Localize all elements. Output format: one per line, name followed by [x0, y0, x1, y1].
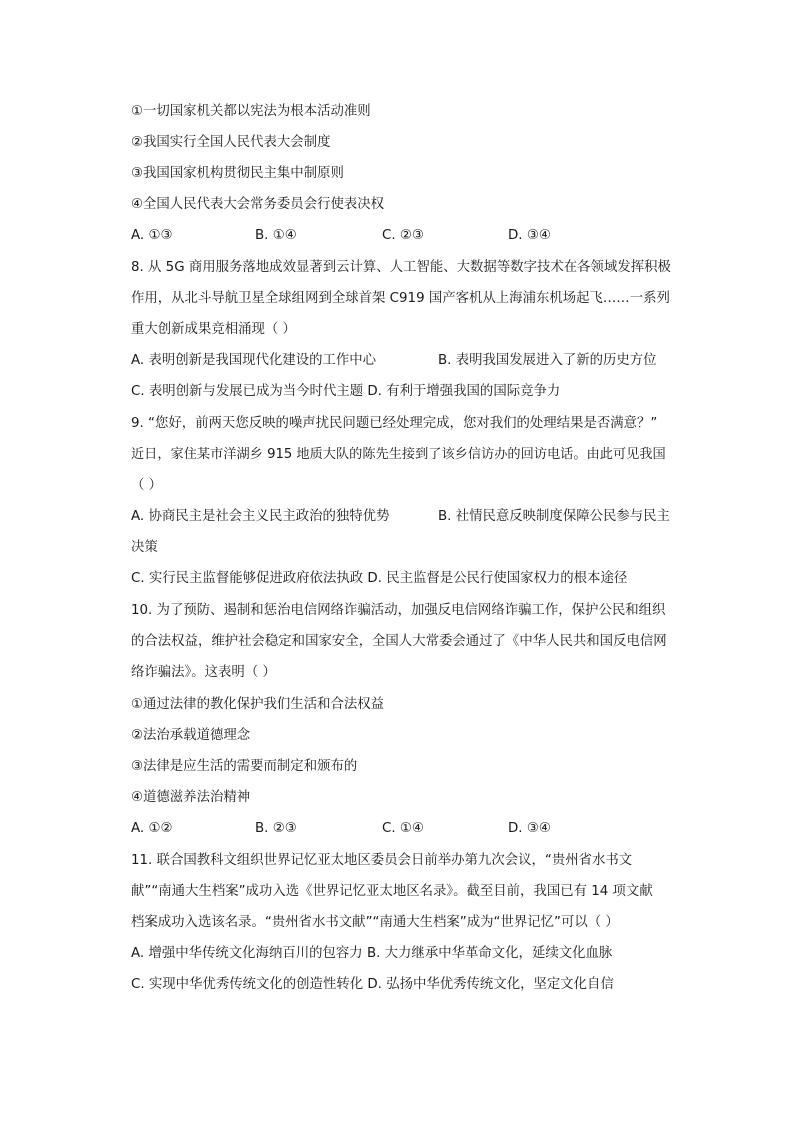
q8-stem-line-3: 重大创新成果竞相涌现（ ） [131, 322, 296, 337]
q10-option-a: A. ①② [131, 821, 173, 836]
q7-statement-3: ③我国国家机构贯彻民主集中制原则 [131, 166, 344, 181]
q8-option-a: A. 表明创新是我国现代化建设的工作中心 [131, 353, 377, 368]
q9-option-b: B. 社情民意反映制度保障公民参与民主 [438, 509, 670, 524]
q9-stem-line-3: （ ） [131, 478, 163, 493]
q7-options [131, 226, 691, 246]
q8-stem-line-2: 作用，从北斗导航卫星全球组网到全球首架 C919 国产客机从上海浦东机场起飞……一系列 [131, 291, 670, 306]
q11-options-cd: C. 实现中华优秀传统文化的创造性转化 D. 弘扬中华优秀传统文化，坚定文化自信 [131, 977, 614, 992]
q7-option-c: C. ②③ [382, 228, 424, 243]
q11-stem-line-2: 献”“南通大生档案”成功入选《世界记忆亚太地区名录》。截至目前，我国已有 14 项文献 [131, 884, 653, 899]
q10-option-c: C. ①④ [382, 821, 424, 836]
q9-options-ab [131, 507, 691, 527]
q9-stem-line-1: 9. “您好，前两天您反映的噪声扰民问题已经处理完成，您对我们的处理结果是否满意？” [131, 416, 658, 431]
q7-statement-1: ①一切国家机关都以宪法为根本活动准则 [131, 104, 371, 119]
q11-stem-line-3: 档案成功入选该名录。“贵州省水书文献”“南通大生档案”成为“世界记忆”可以（ ） [131, 915, 619, 930]
q10-statement-4: ④道德滋养法治精神 [131, 790, 251, 805]
q10-option-b: B. ②③ [255, 821, 297, 836]
q10-statement-2: ②法治承载道德理念 [131, 728, 251, 743]
q10-stem-line-1: 10. 为了预防、遏制和惩治电信网络诈骗活动，加强反电信网络诈骗工作，保护公民和组织 [131, 603, 666, 618]
q7-statement-2: ②我国实行全国人民代表大会制度 [131, 135, 331, 150]
q11-stem-line-1: 11. 联合国教科文组织世界记忆亚太地区委员会日前举办第九次会议，“贵州省水书文 [131, 853, 633, 868]
q8-option-b: B. 表明我国发展进入了新的历史方位 [438, 353, 657, 368]
q7-statement-4: ④全国人民代表大会常务委员会行使表决权 [131, 197, 385, 212]
q11-options-ab: A. 增强中华传统文化海纳百川的包容力 B. 大力继承中华革命文化，延续文化血脉 [131, 946, 613, 961]
q10-statement-1: ①通过法律的教化保护我们生活和合法权益 [131, 697, 385, 712]
q9-options-cd: C. 实行民主监督能够促进政府依法执政 D. 民主监督是公民行使国家权力的根本途径 [131, 571, 628, 586]
q8-stem-line-1: 8. 从 5G 商用服务落地成效显著到云计算、人工智能、大数据等数字技术在各领域发挥积极 [131, 260, 671, 275]
q9-stem-line-2: 近日，家住某市洋湖乡 915 地质大队的陈先生接到了该乡信访办的回访电话。由此可见我国 [131, 447, 666, 462]
q10-stem-line-2: 的合法权益，维护社会稳定和国家安全，全国人大常委会通过了《中华人民共和国反电信网 [131, 634, 667, 649]
q10-stem-line-3: 络诈骗法》。这表明（ ） [131, 665, 276, 680]
q7-option-b: B. ①④ [255, 228, 297, 243]
q10-option-d: D. ③④ [508, 821, 551, 836]
q8-options-ab [131, 351, 691, 371]
q9-option-a: A. 协商民主是社会主义民主政治的独特优势 [131, 509, 390, 524]
q10-statement-3: ③法律是应生活的需要而制定和颁布的 [131, 759, 358, 774]
q9-option-b-continued: 决策 [131, 540, 158, 555]
q10-options [131, 819, 691, 839]
q7-option-d: D. ③④ [508, 228, 551, 243]
q7-option-a: A. ①③ [131, 228, 173, 243]
q8-options-cd: C. 表明创新与发展已成为当今时代主题 D. 有利于增强我国的国际竞争力 [131, 384, 561, 399]
